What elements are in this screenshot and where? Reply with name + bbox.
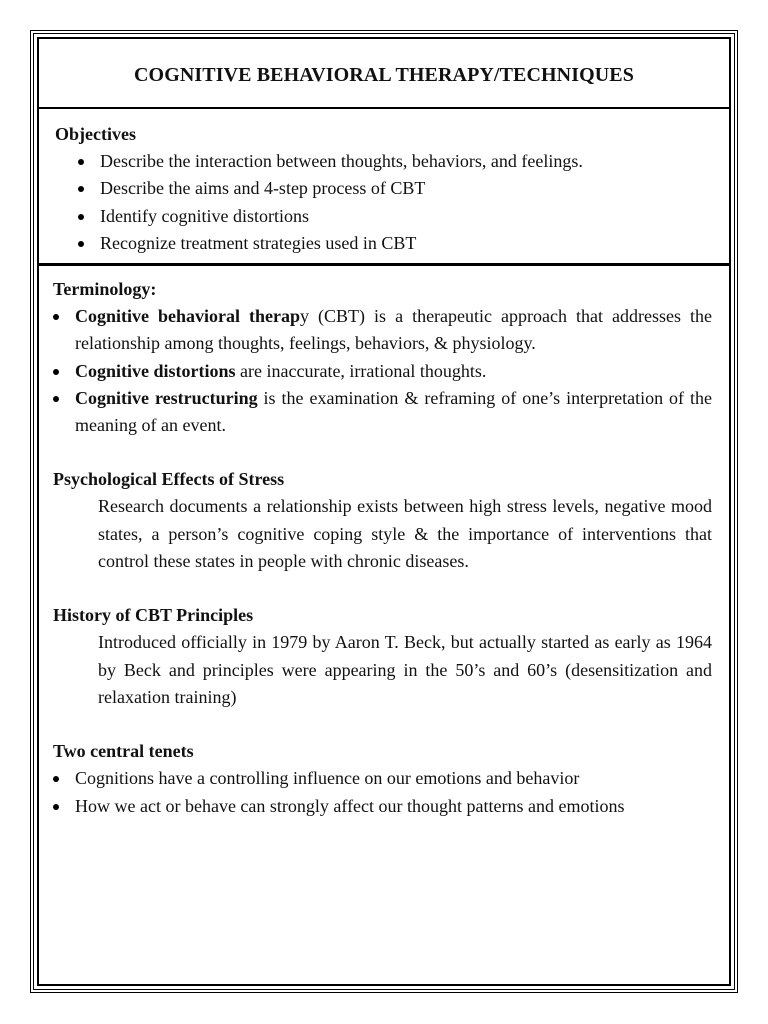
term-definition: y (CBT) is a therapeutic approach that addresses the relationship among thoughts, feelings, behaviors, & physiology. bbox=[75, 306, 712, 354]
term-definition: is the examination & reframing of one’s interpretation of the meaning of an event. bbox=[75, 387, 712, 436]
stress-heading: Psychological Effects of Stress bbox=[53, 469, 285, 490]
objectives-block bbox=[39, 109, 729, 266]
content-body bbox=[53, 276, 712, 820]
objective-item: Describe the aims and 4-step process of CBT bbox=[78, 175, 583, 202]
term-definition: are inaccurate, irrational thoughts. bbox=[235, 360, 487, 381]
stress-paragraph: Research documents a relationship exists between high stress levels, negative mood states, a person’s cognitive coping style & the importance of interventions that control these states in people with chronic diseases. bbox=[98, 496, 712, 572]
tenets-list bbox=[53, 765, 712, 820]
spacer bbox=[53, 439, 712, 466]
spacer bbox=[53, 575, 712, 602]
tenet-item: How we act or behave can strongly affect our thought patterns and emotions bbox=[53, 793, 712, 820]
spacer bbox=[53, 711, 712, 738]
terminology-heading: Terminology: bbox=[53, 279, 157, 299]
term-name: Cognitive distortions bbox=[75, 360, 236, 381]
term-item bbox=[53, 303, 712, 358]
objective-item: Describe the interaction between thoughts, behaviors, and feelings. bbox=[78, 148, 583, 175]
title-block bbox=[39, 39, 729, 109]
term-item bbox=[53, 385, 712, 440]
page-title: COGNITIVE BEHAVIORAL THERAPY/TECHNIQUES bbox=[134, 63, 634, 86]
objectives-heading: Objectives bbox=[55, 124, 136, 144]
term-name: Cognitive behavioral therap bbox=[75, 306, 301, 326]
terminology-list bbox=[53, 303, 712, 439]
history-paragraph: Introduced officially in 1979 by Aaron T. Beck, but actually started as early as 1964 by Beck and principles were appearing in the 50’s and 60’s (desensitization and relaxation training) bbox=[98, 632, 712, 707]
tenets-heading: Two central tenets bbox=[53, 741, 194, 762]
objective-item: Recognize treatment strategies used in CBT bbox=[78, 230, 583, 257]
term-item bbox=[53, 358, 712, 385]
term-name: Cognitive restructuring bbox=[75, 387, 258, 408]
tenet-item: Cognitions have a controlling influence on our emotions and behavior bbox=[53, 765, 712, 792]
objective-item: Identify cognitive distortions bbox=[78, 203, 583, 230]
history-heading: History of CBT Principles bbox=[53, 605, 254, 626]
objectives-list bbox=[78, 148, 583, 257]
